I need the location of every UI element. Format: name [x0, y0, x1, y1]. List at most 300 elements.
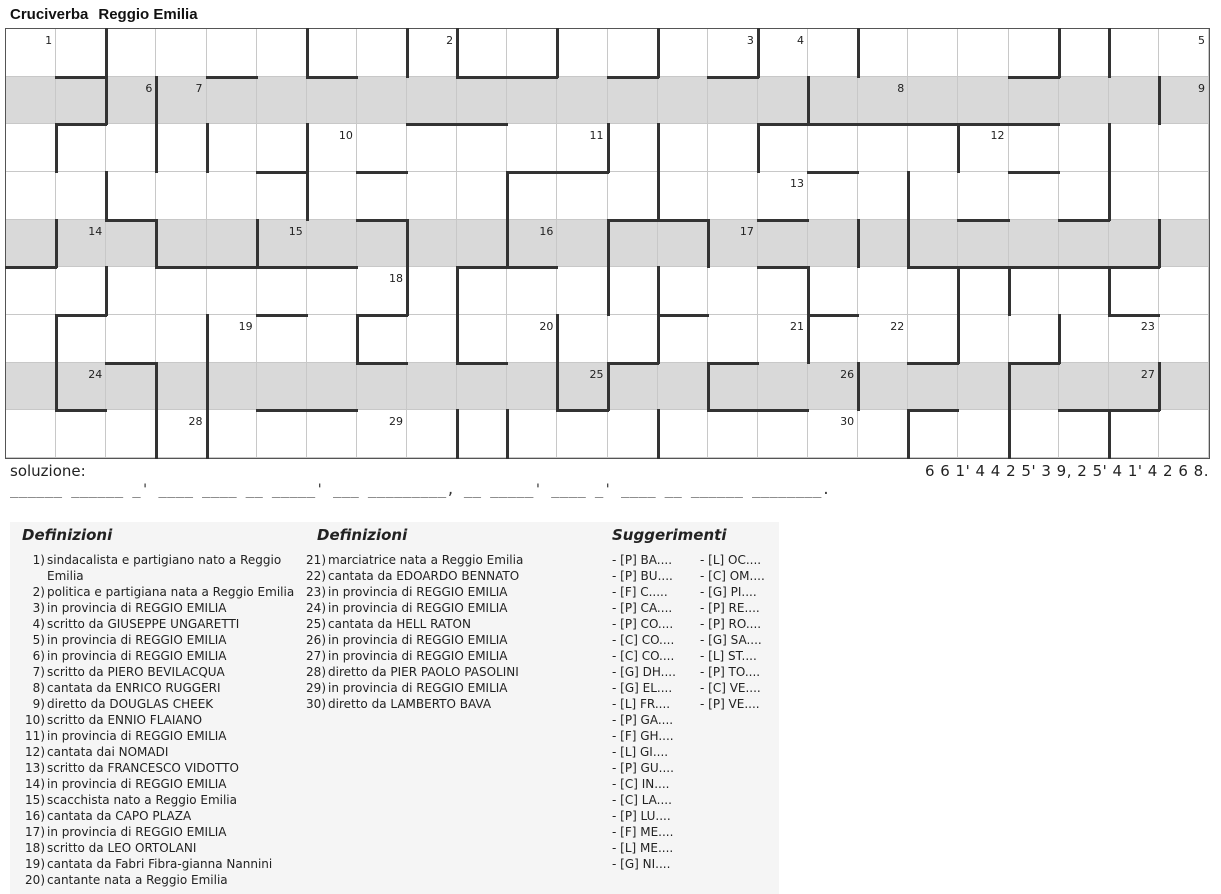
- solution-blanks[interactable]: ______ ______ _' ____ ____ __ _____' ___ _________, __ _____' ____ _' ____ __ ______ ________.: [10, 482, 831, 498]
- grid-cell[interactable]: [457, 124, 507, 172]
- grid-wall: [306, 123, 309, 173]
- grid-cell[interactable]: [257, 410, 307, 458]
- grid-cell[interactable]: [357, 172, 407, 220]
- grid-cell[interactable]: [507, 410, 557, 458]
- grid-cell[interactable]: [56, 29, 106, 77]
- grid-cell[interactable]: [207, 220, 257, 268]
- definition-item: [22, 792, 302, 808]
- grid-cell[interactable]: [207, 124, 257, 172]
- grid-cell[interactable]: [307, 172, 357, 220]
- grid-cell[interactable]: [1009, 124, 1059, 172]
- grid-cell[interactable]: [908, 29, 958, 77]
- definition-number: 3): [32, 601, 45, 615]
- grid-wall: [456, 314, 459, 364]
- definition-item: [22, 856, 302, 872]
- grid-cell[interactable]: [507, 77, 557, 125]
- definition-text: scritto da ENNIO FLAIANO: [47, 713, 203, 727]
- grid-cell[interactable]: [457, 29, 507, 77]
- grid-cell[interactable]: [1109, 77, 1159, 125]
- grid-cell[interactable]: [457, 267, 507, 315]
- grid-wall: [807, 123, 859, 126]
- grid-cell[interactable]: [257, 172, 307, 220]
- grid-cell[interactable]: [708, 77, 758, 125]
- grid-cell[interactable]: [357, 124, 407, 172]
- grid-cell[interactable]: [658, 172, 708, 220]
- clue-number: 27: [1140, 367, 1155, 381]
- grid-cell[interactable]: [808, 315, 858, 363]
- suggestion-item: - [L] GI....: [612, 745, 669, 759]
- grid-wall: [55, 314, 58, 364]
- grid-wall: [957, 123, 960, 173]
- grid-cell[interactable]: [608, 29, 658, 77]
- grid-cell[interactable]: [457, 172, 507, 220]
- suggestion-item: - [P] VE....: [700, 697, 760, 711]
- grid-wall: [206, 76, 258, 79]
- title-word-2: Reggio Emilia: [98, 6, 198, 23]
- grid-cell[interactable]: [1009, 315, 1059, 363]
- grid-wall: [456, 409, 459, 459]
- definition-number: 17): [25, 825, 45, 839]
- suggestion-item: - [P] BA....: [612, 553, 673, 567]
- grid-wall: [857, 362, 860, 412]
- grid-cell[interactable]: [1109, 410, 1159, 458]
- clue-number: 6: [145, 81, 153, 95]
- grid-cell[interactable]: [407, 315, 457, 363]
- suggestion-item: - [G] SA....: [700, 633, 762, 647]
- grid-cell[interactable]: [808, 124, 858, 172]
- grid-wall: [707, 76, 759, 79]
- grid-wall: [55, 123, 58, 173]
- grid-wall: [757, 123, 760, 173]
- grid-cell[interactable]: [908, 124, 958, 172]
- grid-cell[interactable]: [708, 410, 758, 458]
- grid-cell[interactable]: [1109, 29, 1159, 77]
- grid-cell[interactable]: [958, 410, 1008, 458]
- grid-cell[interactable]: [608, 267, 658, 315]
- grid-cell[interactable]: [658, 220, 708, 268]
- grid-wall: [657, 171, 660, 221]
- grid-cell[interactable]: [1059, 220, 1109, 268]
- grid-cell[interactable]: [1009, 172, 1059, 220]
- grid-cell[interactable]: [1109, 267, 1159, 315]
- grid-cell[interactable]: [156, 363, 206, 411]
- clue-number: 1: [45, 34, 53, 47]
- grid-cell[interactable]: [708, 124, 758, 172]
- grid-cell[interactable]: [407, 77, 457, 125]
- grid-cell[interactable]: [457, 77, 507, 125]
- grid-cell[interactable]: [908, 315, 958, 363]
- grid-wall: [907, 123, 959, 126]
- grid-wall: [556, 362, 559, 412]
- grid-cell[interactable]: [207, 363, 257, 411]
- grid-cell[interactable]: [407, 124, 457, 172]
- clue-number: 21: [790, 320, 804, 333]
- grid-cell[interactable]: [207, 77, 257, 125]
- grid-cell[interactable]: [1109, 172, 1159, 220]
- grid-cell[interactable]: [557, 267, 607, 315]
- grid-cell[interactable]: [56, 267, 106, 315]
- definition-item: [22, 760, 302, 776]
- grid-wall: [506, 219, 509, 269]
- grid-cell[interactable]: [307, 77, 357, 125]
- grid-cell[interactable]: [608, 410, 658, 458]
- definition-number: 2): [32, 585, 45, 599]
- definition-item: [22, 824, 302, 840]
- grid-cell[interactable]: [307, 363, 357, 411]
- clue-number: 20: [539, 320, 554, 333]
- grid-cell[interactable]: [307, 410, 357, 458]
- suggestion-item: - [G] EL....: [612, 681, 673, 695]
- grid-cell[interactable]: [858, 363, 908, 411]
- grid-wall: [155, 409, 158, 459]
- grid-cell[interactable]: [908, 363, 958, 411]
- grid-wall: [657, 409, 660, 459]
- grid-cell[interactable]: [608, 172, 658, 220]
- suggestion-item: - [P] GU....: [612, 761, 674, 775]
- clue-number: 16: [539, 224, 554, 238]
- grid-cell[interactable]: [658, 77, 708, 125]
- grid-wall: [1008, 266, 1011, 316]
- grid-cell[interactable]: [1159, 363, 1209, 411]
- suggestion-item: - [P] RO....: [700, 617, 762, 631]
- definition-item: [22, 632, 302, 648]
- grid-cell[interactable]: [1059, 267, 1109, 315]
- grid-cell[interactable]: [557, 29, 607, 77]
- grid-cell[interactable]: [407, 172, 457, 220]
- grid-cell[interactable]: [257, 29, 307, 77]
- grid-cell[interactable]: [1159, 315, 1209, 363]
- grid-wall: [406, 123, 458, 126]
- grid-cell[interactable]: [407, 267, 457, 315]
- grid-wall: [807, 76, 810, 126]
- grid-cell[interactable]: [507, 172, 557, 220]
- grid-wall: [1058, 409, 1110, 412]
- definition-number: 11): [25, 729, 45, 743]
- grid-cell[interactable]: [908, 267, 958, 315]
- grid-cell[interactable]: [257, 267, 307, 315]
- grid-cell[interactable]: [207, 172, 257, 220]
- grid-cell[interactable]: [507, 29, 557, 77]
- grid-cell[interactable]: [958, 220, 1008, 268]
- grid-cell[interactable]: [1009, 363, 1059, 411]
- definition-number: 22): [306, 569, 326, 583]
- grid-cell[interactable]: [407, 220, 457, 268]
- grid-wall: [1058, 314, 1061, 364]
- grid-wall: [1158, 76, 1161, 126]
- grid-cell[interactable]: [808, 267, 858, 315]
- suggestion-item: - [G] DH....: [612, 665, 676, 679]
- grid-cell[interactable]: [6, 363, 56, 411]
- grid-wall: [1108, 171, 1111, 221]
- grid-cell[interactable]: [457, 363, 507, 411]
- grid-cell[interactable]: [106, 410, 156, 458]
- grid-cell[interactable]: [357, 29, 407, 77]
- grid-cell[interactable]: [1159, 124, 1209, 172]
- grid-cell[interactable]: [1059, 124, 1109, 172]
- clue-number: 5: [1198, 34, 1205, 47]
- definition-text: cantata dai NOMADI: [47, 745, 169, 759]
- grid-wall: [506, 266, 558, 269]
- grid-cell[interactable]: [658, 267, 708, 315]
- grid-cell[interactable]: [1009, 410, 1059, 458]
- grid-cell[interactable]: [858, 172, 908, 220]
- grid-cell[interactable]: [207, 29, 257, 77]
- grid-cell[interactable]: [6, 315, 56, 363]
- grid-cell[interactable]: [106, 315, 156, 363]
- grid-cell[interactable]: [56, 124, 106, 172]
- grid-cell[interactable]: [257, 77, 307, 125]
- grid-wall: [657, 314, 709, 317]
- grid-cell[interactable]: [1109, 124, 1159, 172]
- grid-cell[interactable]: [758, 220, 808, 268]
- grid-cell[interactable]: [106, 267, 156, 315]
- grid-cell[interactable]: [6, 77, 56, 125]
- grid-wall: [206, 266, 258, 269]
- grid-wall: [556, 171, 608, 174]
- grid-cell[interactable]: [6, 124, 56, 172]
- grid-cell[interactable]: [557, 172, 607, 220]
- grid-wall: [1008, 409, 1011, 459]
- grid-cell[interactable]: [958, 267, 1008, 315]
- grid-wall: [456, 28, 459, 78]
- suggestion-item: - [C] CO....: [612, 633, 675, 647]
- grid-cell[interactable]: [56, 315, 106, 363]
- grid-cell[interactable]: [507, 267, 557, 315]
- grid-cell[interactable]: [958, 29, 1008, 77]
- suggestion-item: - [L] OC....: [700, 553, 762, 567]
- grid-wall: [707, 362, 759, 365]
- grid-wall: [807, 171, 859, 174]
- grid-cell[interactable]: [6, 172, 56, 220]
- grid-cell[interactable]: [958, 315, 1008, 363]
- definitions-list-2: [303, 552, 593, 712]
- definition-number: 4): [32, 617, 45, 631]
- definition-item: [22, 808, 302, 824]
- grid-wall: [256, 219, 259, 269]
- grid-cell[interactable]: [758, 77, 808, 125]
- grid-cell[interactable]: [156, 267, 206, 315]
- suggestion-item: - [G] PI....: [700, 585, 757, 599]
- grid-cell[interactable]: [407, 410, 457, 458]
- grid-wall: [5, 266, 57, 269]
- grid-cell[interactable]: [808, 220, 858, 268]
- grid-cell[interactable]: [1159, 172, 1209, 220]
- grid-cell[interactable]: [106, 172, 156, 220]
- grid-cell[interactable]: [708, 172, 758, 220]
- grid-cell[interactable]: [958, 363, 1008, 411]
- grid-wall: [356, 314, 359, 364]
- grid-cell[interactable]: [106, 124, 156, 172]
- grid-cell[interactable]: [708, 363, 758, 411]
- grid-cell[interactable]: [1009, 29, 1059, 77]
- grid-cell[interactable]: [357, 315, 407, 363]
- grid-cell[interactable]: [6, 267, 56, 315]
- grid-wall: [1008, 362, 1011, 412]
- grid-wall: [206, 123, 209, 173]
- grid-cell[interactable]: [307, 267, 357, 315]
- grid-cell[interactable]: [858, 220, 908, 268]
- grid-cell[interactable]: [357, 77, 407, 125]
- grid-cell[interactable]: [1159, 267, 1209, 315]
- grid-cell[interactable]: [307, 220, 357, 268]
- grid-wall: [1008, 362, 1060, 365]
- grid-cell[interactable]: [908, 77, 958, 125]
- grid-cell[interactable]: [56, 410, 106, 458]
- grid-cell[interactable]: [106, 29, 156, 77]
- grid-cell[interactable]: [457, 220, 507, 268]
- grid-cell[interactable]: [1109, 220, 1159, 268]
- definition-item: [303, 568, 593, 584]
- definition-number: 28): [306, 665, 326, 679]
- grid-cell[interactable]: [156, 315, 206, 363]
- grid-cell[interactable]: [958, 77, 1008, 125]
- definition-item: [303, 680, 593, 696]
- clue-number: 12: [990, 129, 1005, 143]
- grid-cell[interactable]: [106, 220, 156, 268]
- grid-cell[interactable]: [257, 363, 307, 411]
- grid-wall: [907, 409, 910, 459]
- grid-cell[interactable]: [457, 315, 507, 363]
- grid-cell[interactable]: [307, 315, 357, 363]
- definition-item: [22, 552, 302, 584]
- grid-cell[interactable]: [1009, 77, 1059, 125]
- definition-item: [303, 600, 593, 616]
- grid-wall: [155, 362, 158, 412]
- grid-cell[interactable]: [658, 363, 708, 411]
- grid-cell[interactable]: [1059, 315, 1109, 363]
- grid-cell[interactable]: [658, 29, 708, 77]
- grid-cell[interactable]: [658, 124, 708, 172]
- grid-cell[interactable]: [1009, 267, 1059, 315]
- grid-cell[interactable]: [908, 410, 958, 458]
- definition-item: [303, 616, 593, 632]
- grid-wall: [406, 219, 409, 269]
- grid-cell[interactable]: [357, 363, 407, 411]
- grid-cell[interactable]: [958, 172, 1008, 220]
- definition-text: in provincia di REGGIO EMILIA: [47, 633, 227, 647]
- definition-number: 13): [25, 761, 45, 775]
- grid-cell[interactable]: [407, 363, 457, 411]
- grid-wall: [707, 219, 710, 269]
- definition-text: scritto da FRANCESCO VIDOTTO: [47, 761, 239, 775]
- grid-cell[interactable]: [1059, 77, 1109, 125]
- grid-cell[interactable]: [6, 410, 56, 458]
- grid-cell[interactable]: [908, 220, 958, 268]
- grid-cell[interactable]: [858, 267, 908, 315]
- grid-cell[interactable]: [1059, 410, 1109, 458]
- grid-cell[interactable]: [557, 220, 607, 268]
- grid-cell[interactable]: [156, 172, 206, 220]
- grid-wall: [105, 362, 157, 365]
- grid-wall: [356, 362, 408, 365]
- grid-wall: [607, 123, 610, 173]
- grid-wall: [957, 266, 1009, 269]
- grid-cell[interactable]: [608, 124, 658, 172]
- grid-cell[interactable]: [758, 124, 808, 172]
- grid-wall: [1008, 266, 1060, 269]
- clue-number: 14: [88, 224, 103, 238]
- grid-cell[interactable]: [1159, 410, 1209, 458]
- clue-number: 17: [739, 224, 754, 238]
- grid-cell[interactable]: [608, 220, 658, 268]
- grid-cell[interactable]: [858, 124, 908, 172]
- grid-cell[interactable]: [6, 220, 56, 268]
- grid-cell[interactable]: [908, 172, 958, 220]
- grid-cell[interactable]: [658, 410, 708, 458]
- grid-wall: [907, 409, 959, 412]
- grid-cell[interactable]: [156, 29, 206, 77]
- grid-cell[interactable]: [207, 410, 257, 458]
- definition-item: [22, 696, 302, 712]
- grid-wall: [55, 314, 107, 317]
- grid-wall: [957, 123, 1009, 126]
- grid-cell[interactable]: [557, 410, 607, 458]
- grid-wall: [306, 409, 358, 412]
- grid-cell[interactable]: [1059, 29, 1109, 77]
- grid-cell[interactable]: [608, 77, 658, 125]
- grid-cell[interactable]: [207, 267, 257, 315]
- grid-cell[interactable]: [758, 363, 808, 411]
- grid-cell[interactable]: [1059, 172, 1109, 220]
- definition-text: cantata da EDOARDO BENNATO: [328, 569, 520, 583]
- grid-cell[interactable]: [808, 29, 858, 77]
- crossword-grid[interactable]: [5, 28, 1210, 459]
- definition-item: [303, 632, 593, 648]
- definition-item: [303, 648, 593, 664]
- grid-wall: [155, 219, 158, 269]
- grid-wall: [206, 314, 209, 364]
- definition-text: cantata da CAPO PLAZA: [47, 809, 192, 823]
- grid-cell[interactable]: [106, 363, 156, 411]
- grid-cell[interactable]: [357, 220, 407, 268]
- definition-number: 8): [32, 681, 45, 695]
- definition-item: [22, 664, 302, 680]
- grid-cell[interactable]: [56, 172, 106, 220]
- grid-cell[interactable]: [608, 363, 658, 411]
- grid-cell[interactable]: [758, 267, 808, 315]
- grid-cell[interactable]: [808, 172, 858, 220]
- grid-cell[interactable]: [708, 267, 758, 315]
- definition-text: in provincia di REGGIO EMILIA: [328, 681, 508, 695]
- grid-cell[interactable]: [156, 124, 206, 172]
- grid-cell[interactable]: [257, 124, 307, 172]
- grid-cell[interactable]: [557, 77, 607, 125]
- grid-cell[interactable]: [1009, 220, 1059, 268]
- grid-cell[interactable]: [708, 315, 758, 363]
- grid-wall: [957, 266, 960, 316]
- grid-cell[interactable]: [307, 29, 357, 77]
- suggestion-item: - [C] OM....: [700, 569, 765, 583]
- definition-number: 30): [306, 697, 326, 711]
- grid-cell[interactable]: [457, 410, 507, 458]
- grid-cell[interactable]: [758, 410, 808, 458]
- grid-cell[interactable]: [56, 77, 106, 125]
- grid-cell[interactable]: [658, 315, 708, 363]
- grid-cell[interactable]: [1159, 220, 1209, 268]
- grid-cell[interactable]: [858, 29, 908, 77]
- grid-cell[interactable]: [507, 363, 557, 411]
- grid-cell[interactable]: [557, 315, 607, 363]
- grid-cell[interactable]: [156, 220, 206, 268]
- grid-cell[interactable]: [257, 315, 307, 363]
- grid-cell[interactable]: [608, 315, 658, 363]
- grid-wall: [1158, 219, 1161, 269]
- grid-cell[interactable]: [808, 77, 858, 125]
- grid-cell[interactable]: [507, 124, 557, 172]
- grid-cell[interactable]: [858, 410, 908, 458]
- definition-number: 14): [25, 777, 45, 791]
- grid-cell[interactable]: [1059, 363, 1109, 411]
